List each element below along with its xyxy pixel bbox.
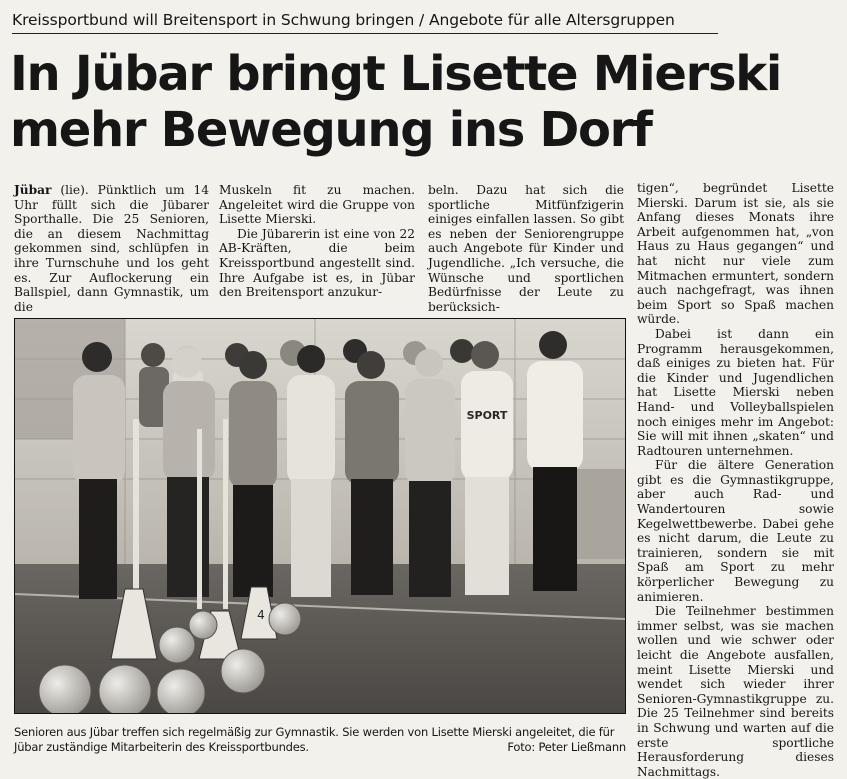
photo-credit: Foto: Peter Ließmann — [507, 740, 626, 754]
dateline: Jübar — [14, 183, 52, 197]
photo-caption — [14, 725, 626, 755]
paragraph: Für die ältere Generation gibt es die Gymnastikgruppe, aber auch Rad- und Wandertouren sowie Kegelwettbewerbe. Dabei gehe es nicht darum, die Leute zu trainieren, sondern sie mit Spaß am Sport zu mehr körperlicher Bewegung zu animieren. — [637, 458, 834, 604]
shirt-print: SPORT — [466, 409, 508, 422]
text-column-2 — [219, 183, 415, 300]
wall-bench — [575, 469, 625, 559]
article-kicker: Kreissportbund will Breitensport in Schwung bringen / Angebote für alle Altersgruppen — [12, 10, 718, 34]
paragraph: tigen“, begründet Lisette Mierski. Darum ist sie, als sie Anfang dieses Monats ihre Arbeit aufgenommen hat, „von Haus zu Haus gegangen“ und hat nicht nur viele zum Mitmachen ermuntert, sondern auch nachgefragt, was ihnen beim Sport so Spaß machen würde. — [637, 181, 834, 327]
article-headline — [10, 46, 830, 158]
text-column-4 — [637, 181, 834, 779]
paragraph: Die Jübarerin ist eine von 22 AB-Kräften, die beim Kreissportbund angestellt sind. Ihre Aufgabe ist es, in Jübar den Breitensport anzukur- — [219, 226, 415, 300]
cone-number: 4 — [257, 608, 265, 622]
paragraph: Dabei ist dann ein Programm herausgekommen, daß einiges zu bieten hat. Für die Kinder und Jugendlichen hat Lisette Mierski neben Hand- und Volleyballspielen noch einiges mehr im Angebot: Sie will mit ihnen „skaten“ und Radtouren unternehmen. — [637, 326, 834, 458]
text-column-1 — [14, 183, 209, 314]
headline-line-2: mehr Bewegung ins Dorf — [10, 102, 652, 158]
paragraph — [14, 183, 209, 314]
paragraph: Die Teilnehmer bestimmen immer selbst, was sie machen wollen und wie schwer oder leicht die Angebote ausfallen, meint Lisette Mierski und wendet sich wieder ihrer Senioren-Gymnastikgruppe zu. Die 25 Teilnehmer sind bereits in Schwung und warten auf die erste sportliche Herausforderung dieses Nachmittags. — [637, 604, 834, 779]
paragraph-text: (lie). Pünktlich um 14 Uhr füllt sich die Jübarer Sporthalle. Die 25 Senioren, die an diesem Nachmittag gekommen sind, schlüpfen in ihre Turnschuhe und los geht es. Zur Auflockerung ein Ballspiel, dann Gymnastik, um die — [14, 183, 209, 314]
caption-text: Senioren aus Jübar treffen sich regelmäßig zur Gymnastik. Sie werden von Lisette Mierski angeleitet, die für Jübar zuständige Mitarbeiterin des Kreissportbundes. — [14, 725, 615, 754]
paragraph: beln. Dazu hat sich die sportliche Mitfünfzigerin einiges einfallen lassen. So gibt es neben der Seniorengruppe auch Angebote für Kinder und Jugendliche. „Ich versuche, die Wünsche und sportlichen Bedürfnisse der Leute zu berücksich- — [428, 183, 624, 314]
photo-seniors-gym — [15, 319, 625, 713]
article-photo — [14, 318, 626, 714]
headline-line-1: In Jübar bringt Lisette Mierski — [10, 46, 781, 102]
text-column-3 — [428, 183, 624, 314]
paragraph: Muskeln fit zu machen. Angeleitet wird die Gruppe von Lisette Mierski. — [219, 183, 415, 227]
